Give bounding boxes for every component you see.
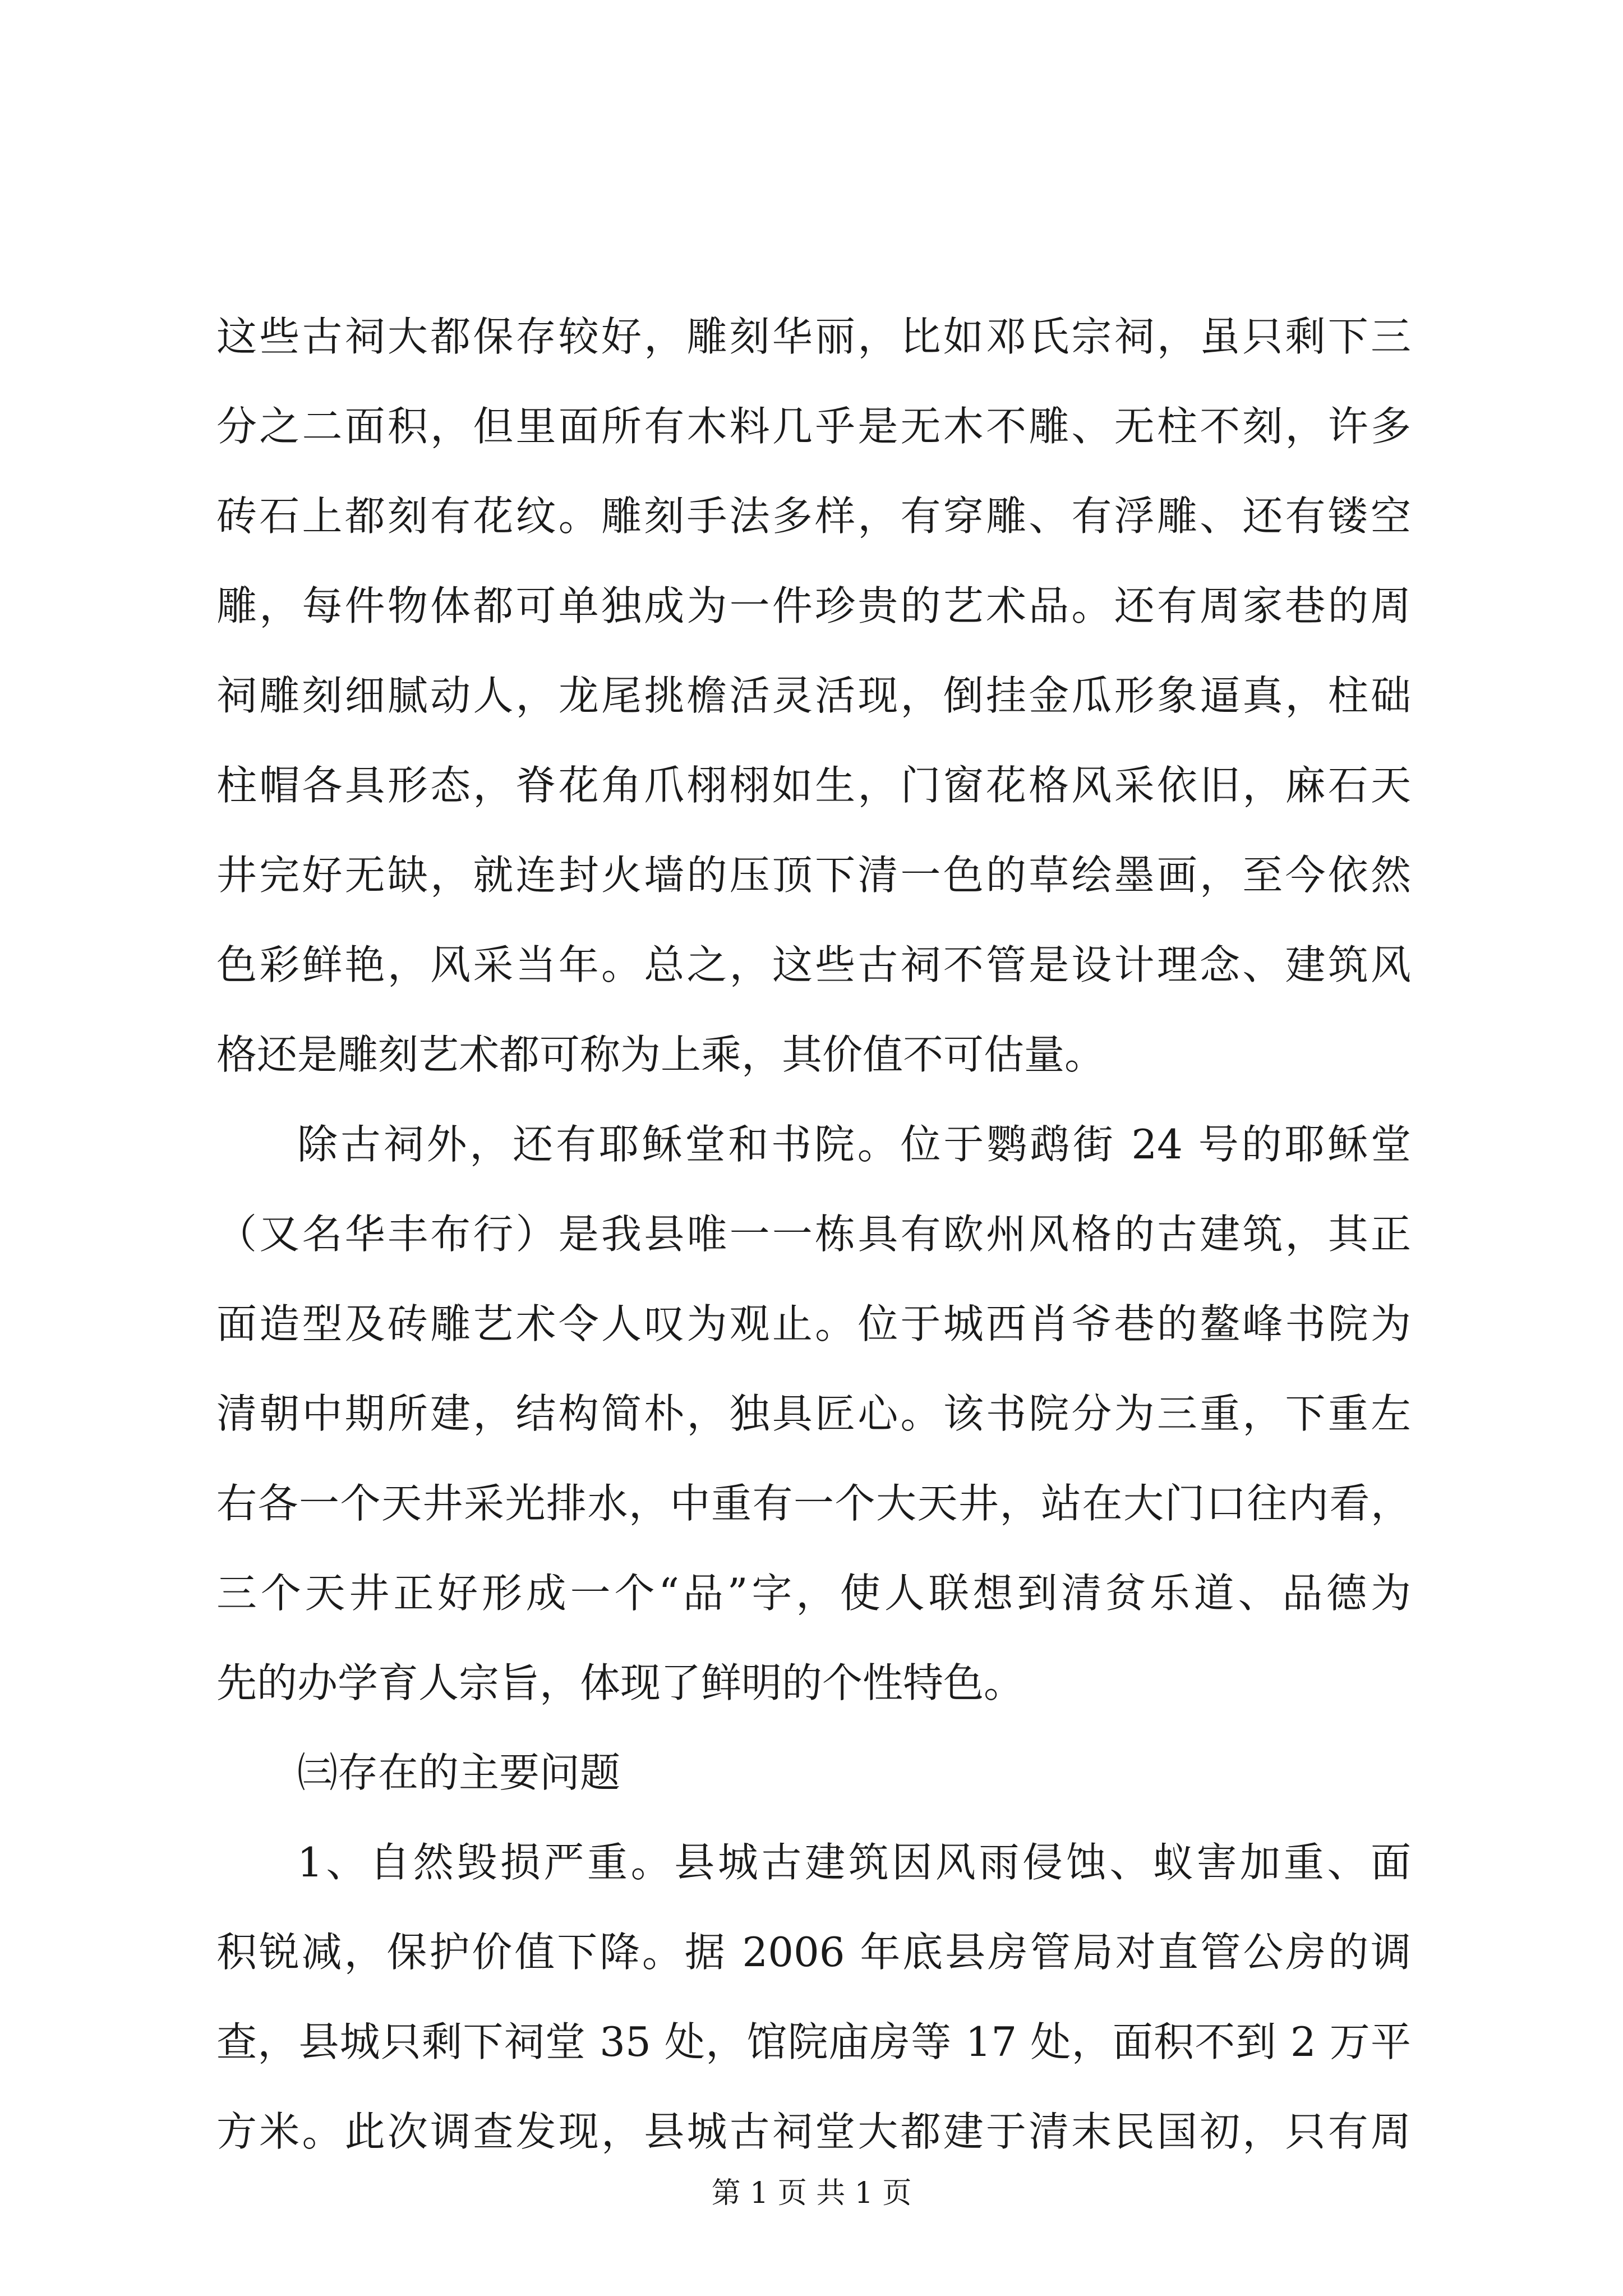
paragraph1-line-6: 柱帽各具形态，脊花角爪栩栩如生，门窗花格风采依旧，麻石天 <box>216 762 1411 809</box>
paragraph3-line-3: 查，县城只剩下祠堂 35 处，馆院庙房等 17 处，面积不到 2 万平 <box>216 2018 1411 2065</box>
paragraph1-line-2: 分之二面积，但里面所有木料几乎是无木不雕、无柱不刻，许多 <box>216 403 1411 450</box>
paragraph1-line-4: 雕，每件物体都可单独成为一件珍贵的艺术品。还有周家巷的周 <box>216 582 1411 629</box>
paragraph2-line-3: 面造型及砖雕艺术令人叹为观止。位于城西肖爷巷的鳌峰书院为 <box>216 1300 1411 1347</box>
paragraph2-line-1: 除古祠外，还有耶稣堂和书院。位于鹦鹉街 24 号的耶稣堂 <box>297 1121 1411 1168</box>
paragraph2-line-7: 先的办学育人宗旨，体现了鲜明的个性特色。 <box>216 1659 1025 1706</box>
paragraph1-line-8: 色彩鲜艳，风采当年。总之，这些古祠不管是设计理念、建筑风 <box>216 941 1411 988</box>
paragraph1-line-7: 井完好无缺，就连封火墙的压顶下清一色的草绘墨画，至今依然 <box>216 852 1411 899</box>
paragraph3-line-4: 方米。此次调查发现，县城古祠堂大都建于清末民国初，只有周 <box>216 2108 1411 2155</box>
paragraph3-line-1: 1、自然毁损严重。县城古建筑因风雨侵蚀、蚁害加重、面 <box>297 1839 1411 1886</box>
paragraph3-line-2: 积锐减，保护价值下降。据 2006 年底县房管局对直管公房的调 <box>216 1929 1411 1976</box>
paragraph1-line-1: 这些古祠大都保存较好，雕刻华丽，比如邓氏宗祠，虽只剩下三 <box>216 313 1411 360</box>
page-footer: 第 1 页 共 1 页 <box>711 2177 912 2210</box>
paragraph1-line-3: 砖石上都刻有花纹。雕刻手法多样，有穿雕、有浮雕、还有镂空 <box>216 493 1411 540</box>
paragraph2-line-6: 三个天井正好形成一个“品”字，使人联想到清贫乐道、品德为 <box>216 1570 1411 1617</box>
section-heading: ㈢存在的主要问题 <box>297 1749 621 1796</box>
paragraph1-line-9: 格还是雕刻艺术都可称为上乘，其价值不可估量。 <box>216 1031 1105 1078</box>
paragraph2-line-5: 右各一个天井采光排水，中重有一个大天井，站在大门口往内看， <box>216 1480 1411 1527</box>
paragraph2-line-4: 清朝中期所建，结构简朴，独具匠心。该书院分为三重，下重左 <box>216 1390 1411 1437</box>
paragraph1-line-5: 祠雕刻细腻动人，龙尾挑檐活灵活现，倒挂金瓜形象逼真，柱础 <box>216 672 1411 719</box>
paragraph2-line-2: （又名华丰布行）是我县唯一一栋具有欧州风格的古建筑，其正 <box>216 1211 1411 1258</box>
